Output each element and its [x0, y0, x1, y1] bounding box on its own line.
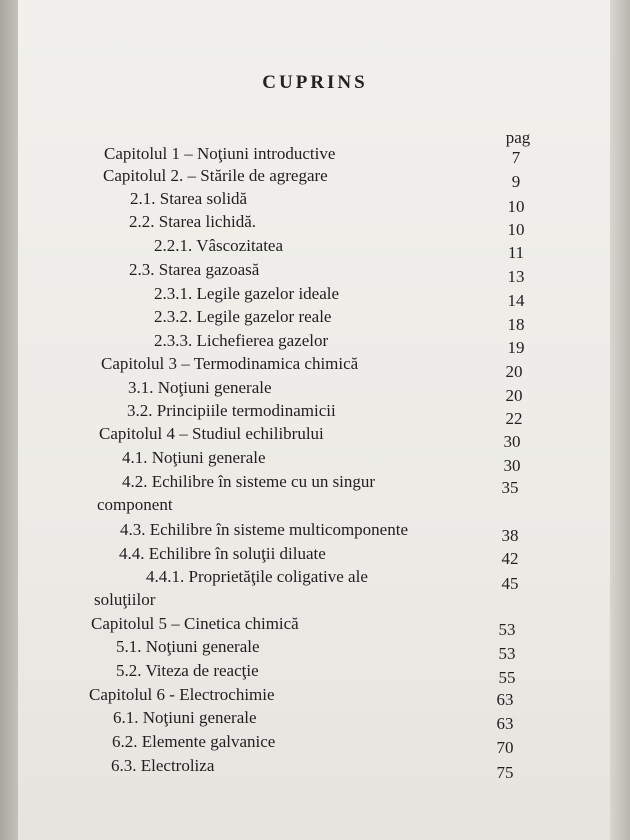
toc-entry: 6.2. Elemente galvanice: [112, 732, 276, 751]
toc-page-number: 10: [507, 197, 525, 216]
toc-entry: 2.1. Starea solidă: [130, 189, 248, 208]
toc-entry: 4.4.1. Proprietăţile coligative ale: [146, 567, 368, 586]
toc-page-number: 63: [496, 690, 514, 709]
toc-entry: 6.1. Noţiuni generale: [113, 708, 257, 727]
page-column-header: pag: [505, 128, 531, 147]
toc-page-number: 30: [503, 456, 521, 475]
toc-page-number: 35: [501, 478, 519, 497]
toc-entry: Capitolul 2. – Stările de agregare: [103, 166, 328, 185]
toc-page-number: 42: [501, 549, 519, 568]
toc-page-number: 45: [501, 574, 519, 593]
toc-entry: 2.2. Starea lichidă.: [129, 212, 256, 231]
toc-entry: 5.1. Noţiuni generale: [116, 637, 260, 656]
toc-entry: 4.3. Echilibre în sisteme multicomponente: [120, 520, 408, 539]
toc-page-number: 22: [505, 409, 523, 428]
toc-entry: 5.2. Viteza de reacţie: [116, 661, 259, 680]
toc-page-number: 20: [505, 386, 523, 405]
toc-entry: 3.1. Noţiuni generale: [128, 378, 272, 397]
toc-page-number: 14: [507, 291, 525, 310]
page-edge-right: [610, 0, 630, 840]
toc-page-number: 53: [498, 644, 516, 663]
toc-page-number: 20: [505, 362, 523, 381]
page-edge-left: [0, 0, 18, 840]
toc-entry: 4.4. Echilibre în soluţii diluate: [119, 544, 326, 563]
toc-entry: 2.3.2. Legile gazelor reale: [154, 307, 332, 326]
toc-page-number: 9: [511, 172, 521, 191]
toc-page-number: 53: [498, 620, 516, 639]
toc-page-number: 63: [496, 714, 514, 733]
toc-page-number: 13: [507, 267, 525, 286]
toc-page-number: 18: [507, 315, 525, 334]
toc-page-number: 38: [501, 526, 519, 545]
toc-entry: 3.2. Principiile termodinamicii: [127, 401, 336, 420]
toc-entry: Capitolul 1 – Noţiuni introductive: [104, 144, 336, 163]
toc-page-number: 10: [507, 220, 525, 239]
toc-page-number: 7: [511, 148, 521, 167]
toc-entry: 2.3. Starea gazoasă: [129, 260, 260, 279]
toc-entry-continuation: soluţiilor: [94, 590, 156, 609]
toc-entry-continuation: component: [97, 495, 173, 514]
toc-entry: Capitolul 3 – Termodinamica chimică: [101, 354, 359, 373]
page-title: CUPRINS: [262, 72, 368, 93]
toc-entry: 2.3.3. Lichefierea gazelor: [154, 331, 329, 350]
toc-page-number: 11: [507, 243, 525, 262]
toc-entry: Capitolul 6 - Electrochimie: [89, 685, 275, 704]
toc-page-number: 75: [496, 763, 514, 782]
toc-page-number: 55: [498, 668, 516, 687]
toc-entry: 2.3.1. Legile gazelor ideale: [154, 284, 340, 303]
toc-entry: 6.3. Electroliza: [111, 756, 215, 775]
toc-page-number: 19: [507, 338, 525, 357]
toc-page-number: 30: [503, 432, 521, 451]
toc-entry: 2.2.1. Vâscozitatea: [154, 236, 284, 255]
toc-entry: 4.2. Echilibre în sisteme cu un singur: [122, 472, 376, 491]
toc-entry: 4.1. Noţiuni generale: [122, 448, 266, 467]
toc-entry: Capitolul 5 – Cinetica chimică: [91, 614, 299, 633]
toc-entry: Capitolul 4 – Studiul echilibrului: [99, 424, 324, 443]
toc-page-number: 70: [496, 738, 514, 757]
